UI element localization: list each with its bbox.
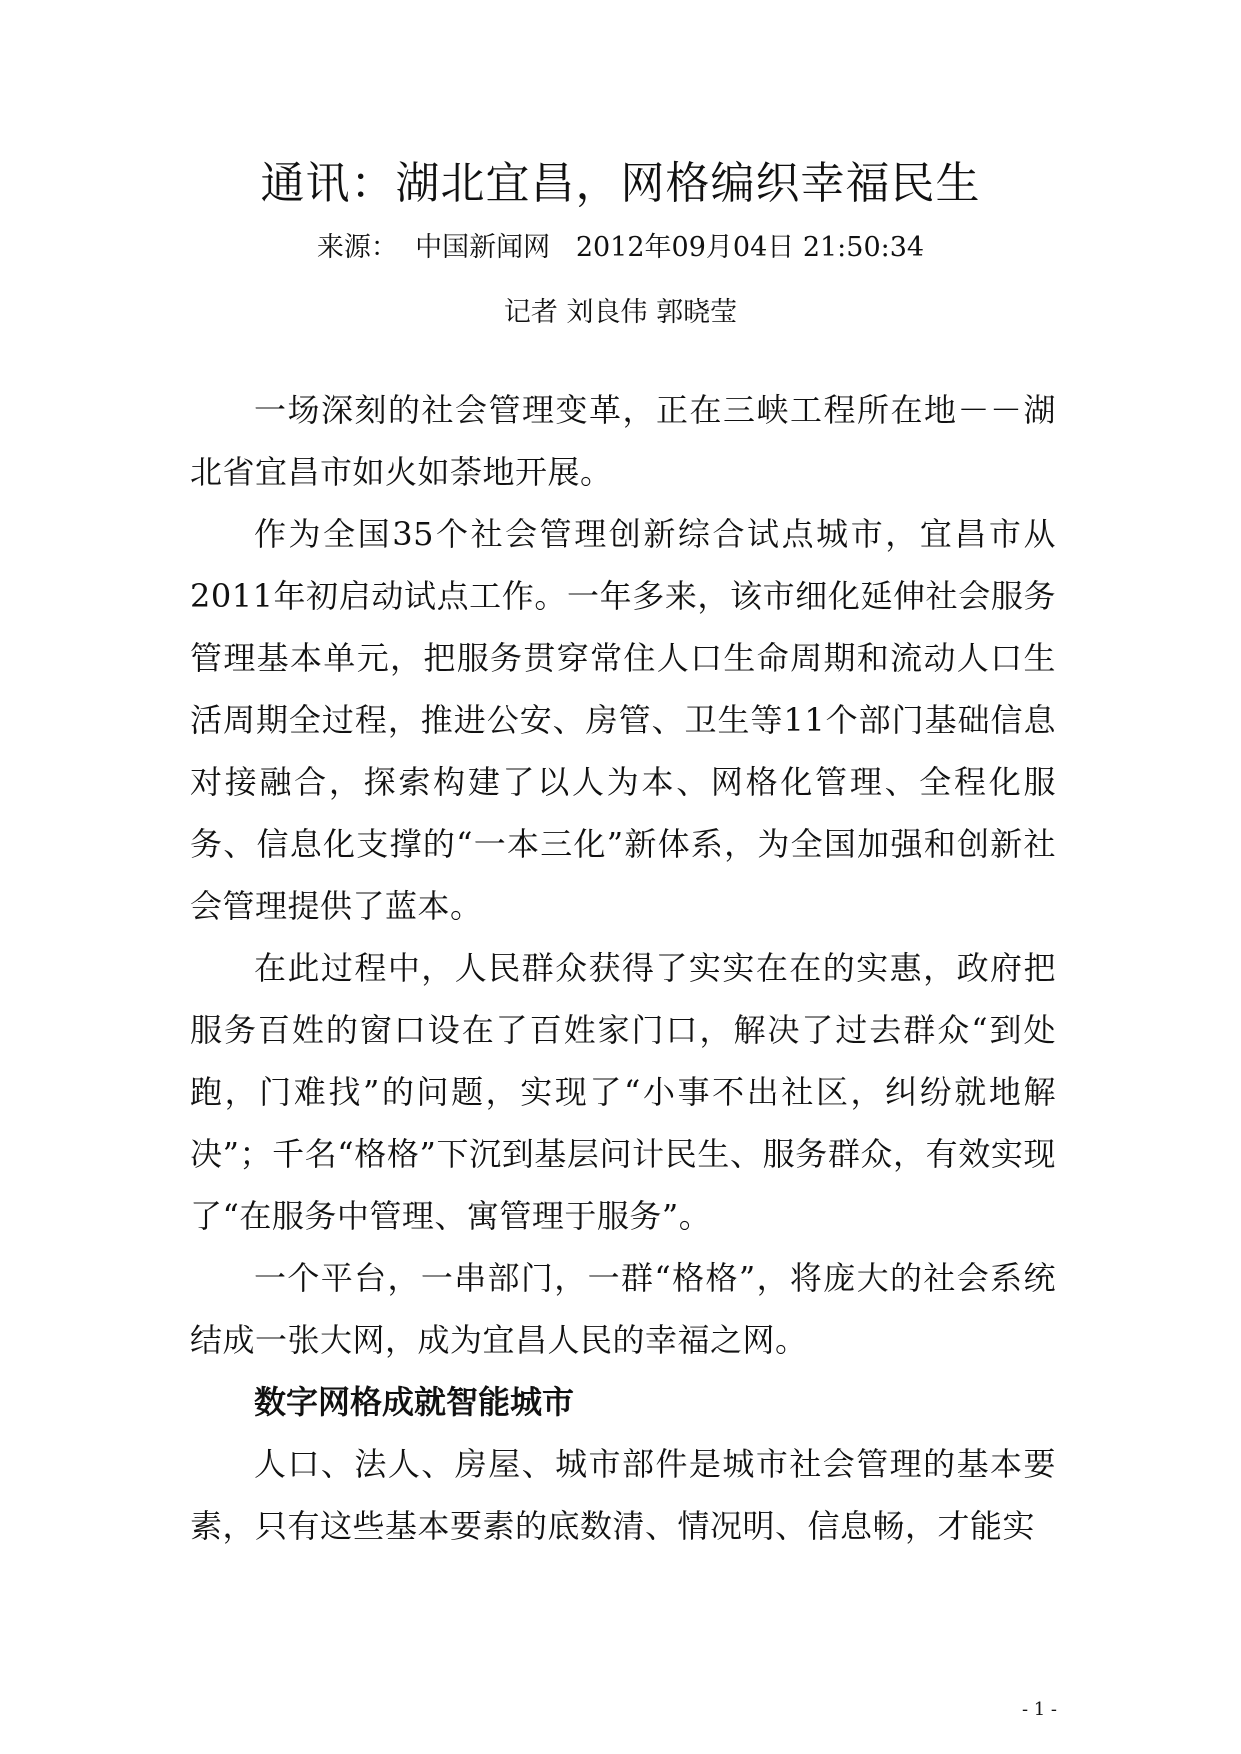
reporter-line: 记者 刘良伟 郭晓莹 bbox=[503, 297, 738, 328]
article-title: 通讯：湖北宜昌，网格编织幸福民生 bbox=[260, 158, 981, 209]
paragraph: 作为全国35个社会管理创新综合试点城市，宜昌市从2011年初启动试点工作。一年多来，该市细化延伸社会服务管理基本单元，把服务贯穿常住人口生命周期和流动人口生活周期全过程，推进公安、房管、卫生等11个部门基础信息对接融合，探索构建了以人为本、网格化管理、全程化服务、信息化支撑的“一本三化”新体系，为全国加强和创新社会管理提供了蓝本。 bbox=[190, 515, 1056, 925]
page-number: - 1 - bbox=[1021, 1699, 1057, 1720]
paragraph: 在此过程中，人民群众获得了实实在在的实惠，政府把服务百姓的窗口设在了百姓家门口，解决了过去群众“到处跑，门难找”的问题，实现了“小事不出社区，纠纷就地解决”；千名“格格”下沉到基层问计民生、服务群众，有效实现了“在服务中管理、寓管理于服务”。 bbox=[190, 949, 1056, 1235]
section-heading: 数字网格成就智能城市 bbox=[254, 1383, 575, 1421]
paragraph: 人口、法人、房屋、城市部件是城市社会管理的基本要素，只有这些基本要素的底数清、情况明、信息畅，才能实 bbox=[190, 1445, 1056, 1545]
paragraph: 一场深刻的社会管理变革，正在三峡工程所在地－－湖北省宜昌市如火如荼地开展。 bbox=[190, 391, 1056, 491]
paragraph: 一个平台，一串部门，一群“格格”，将庞大的社会系统结成一张大网，成为宜昌人民的幸福之网。 bbox=[190, 1259, 1056, 1359]
article-body bbox=[190, 379, 1056, 1557]
source-line: 来源： 中国新闻网 2012年09月04日 21:50:34 bbox=[316, 232, 925, 263]
